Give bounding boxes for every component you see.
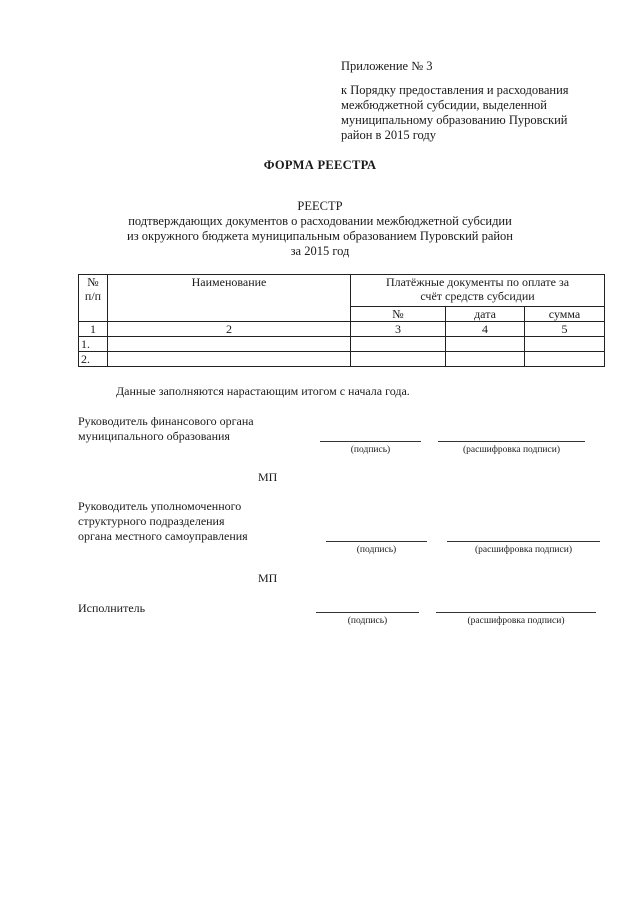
row-number: 1. — [79, 337, 108, 352]
table-row — [79, 352, 605, 367]
register-heading — [0, 199, 640, 259]
header-payment-docs: Платёжные документы по оплате за счёт средств субсидии — [351, 275, 605, 307]
table-row — [79, 337, 605, 352]
table-cell — [108, 352, 351, 367]
table-cell — [525, 337, 605, 352]
table-note: Данные заполняются нарастающим итогом с начала года. — [116, 384, 410, 398]
auth-head-signature-line — [326, 541, 427, 542]
register-subtitle-line: из окружного бюджета муниципальным образованием Пуровский район — [127, 229, 513, 243]
executor-decode-caption: (расшифровка подписи) — [467, 616, 565, 626]
auth-head-decode-caption: (расшифровка подписи) — [475, 545, 572, 555]
executor-decode-line — [436, 612, 596, 613]
table-header-row — [79, 275, 605, 307]
fin-head-label — [78, 414, 254, 444]
table-cell — [446, 352, 525, 367]
fin-head-decode-caption: (расшифровка подписи) — [463, 445, 560, 455]
fin-head-signature-line — [320, 441, 421, 442]
header-num: № п/п — [79, 275, 108, 322]
auth-head-signature-caption: (подпись) — [356, 545, 397, 555]
index-cell: 4 — [446, 322, 525, 337]
stamp-place-1: МП — [258, 470, 278, 484]
appendix-line: межбюджетной субсидии, выделенной — [341, 98, 547, 112]
executor-label: Исполнитель — [78, 601, 146, 615]
appendix-line: муниципальному образованию Пуровский — [341, 113, 568, 127]
index-cell: 5 — [525, 322, 605, 337]
subheader-sum: сумма — [525, 307, 605, 322]
index-cell: 1 — [79, 322, 108, 337]
fin-head-label-line: Руководитель финансового органа — [78, 414, 254, 428]
executor-signature-line — [316, 612, 419, 613]
auth-head-label-line: структурного подразделения — [78, 514, 225, 528]
fin-head-label-line: муниципального образования — [78, 429, 230, 443]
header-name: Наименование — [108, 275, 351, 322]
table-cell — [351, 337, 446, 352]
table-index-row — [79, 322, 605, 337]
index-cell: 2 — [108, 322, 351, 337]
auth-head-decode-line — [447, 541, 600, 542]
table-cell — [446, 337, 525, 352]
auth-head-label-line: органа местного самоуправления — [78, 529, 248, 543]
subheader-date: дата — [446, 307, 525, 322]
auth-head-label — [78, 499, 248, 544]
row-number: 2. — [79, 352, 108, 367]
fin-head-decode-line — [438, 441, 585, 442]
stamp-place-2: МП — [258, 571, 278, 585]
auth-head-label-line: Руководитель уполномоченного — [78, 499, 242, 513]
register-subtitle-line: за 2015 год — [290, 244, 350, 258]
register-subtitle-line: подтверждающих документов о расходовании межбюджетной субсидии — [128, 214, 512, 228]
subheader-num: № — [351, 307, 446, 322]
table-cell — [108, 337, 351, 352]
table-cell — [525, 352, 605, 367]
register-table — [78, 274, 605, 367]
executor-signature-caption: (подпись) — [347, 616, 388, 626]
table-cell — [351, 352, 446, 367]
index-cell: 3 — [351, 322, 446, 337]
appendix-line: район в 2015 году — [341, 128, 437, 142]
appendix-line: к Порядку предоставления и расходования — [341, 83, 569, 97]
appendix-number: Приложение № 3 — [341, 59, 433, 73]
form-title: ФОРМА РЕЕСТРА — [263, 158, 377, 172]
register-title: РЕЕСТР — [297, 199, 343, 213]
fin-head-signature-caption: (подпись) — [350, 445, 391, 455]
appendix-block — [341, 59, 569, 143]
